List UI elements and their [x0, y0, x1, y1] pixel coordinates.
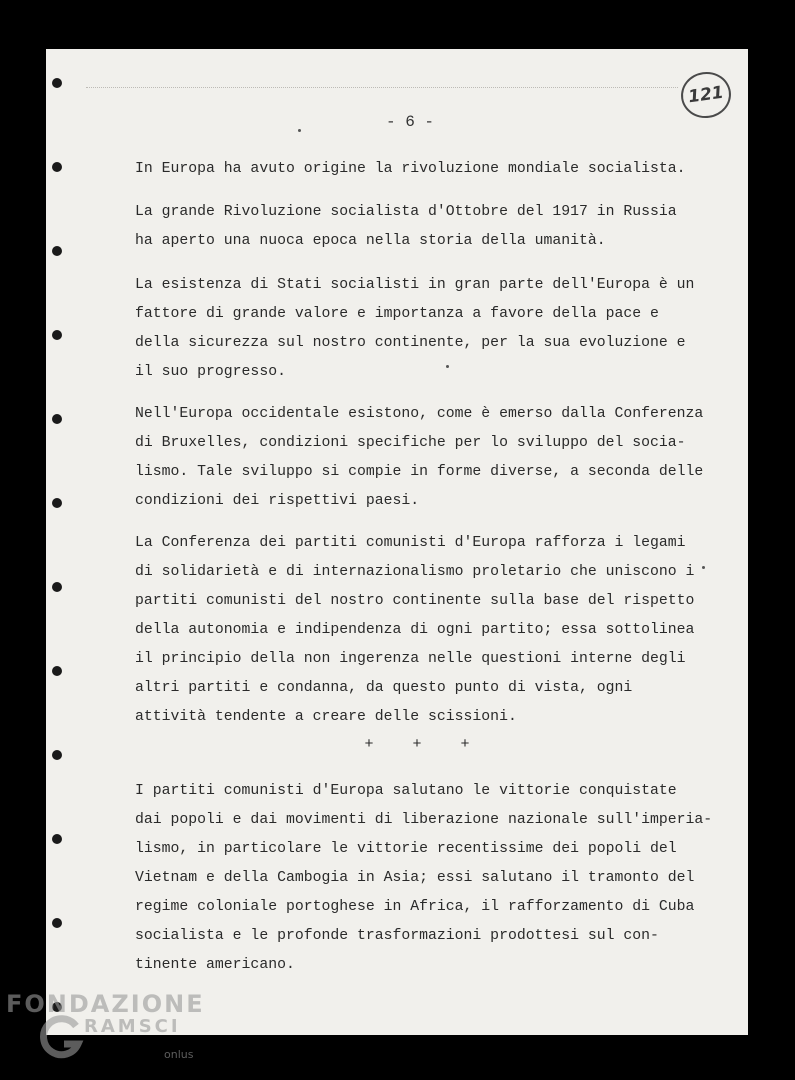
binder-hole [52, 330, 62, 340]
document-page [46, 49, 748, 1035]
paragraph-6: I partiti comunisti d'Europa salutano le vittorie conquistate dai popoli e dai movimenti di liberazione nazionale sull'imperia- lismo, in particolare le vittorie recentissime dei popoli del Vietnam e della Cambogia in Asia; essi salutano il tramonto del regime coloniale portoghese in Africa, il rafforzamento di Cuba socialista e le profonde trasformazioni prodottesi sul con- tinente americano. [135, 783, 713, 973]
paragraph-4: Nell'Europa occidentale esistono, come è emerso dalla Conferenza di Bruxelles, condizioni specifiche per lo sviluppo del socia- lismo. Tale sviluppo si compie in forme diverse, a seconda delle condizioni dei rispettivi paesi. [135, 406, 704, 509]
binder-hole [52, 582, 62, 592]
paragraph-2: La grande Rivoluzione socialista d'Ottobre del 1917 in Russia ha aperto una nuoca epoca nella storia della umanità. [135, 204, 677, 249]
watermark-line-3: onlus [164, 1048, 194, 1061]
binder-hole [52, 498, 62, 508]
paper-speck [446, 365, 449, 368]
watermark-line-2: RAMSCI [84, 1016, 181, 1037]
archive-stamp: 121 [678, 69, 734, 122]
paper-speck [702, 566, 705, 569]
binder-hole [52, 246, 62, 256]
watermark-g-logo [36, 1012, 86, 1062]
separator-mark: + [460, 736, 470, 753]
binder-hole [52, 162, 62, 172]
binder-hole [52, 78, 62, 88]
separator-mark: + [412, 736, 422, 753]
paragraph-5: La Conferenza dei partiti comunisti d'Europa rafforza i legami di solidarietà e di internazionalismo proletario che uniscono i partiti comunisti del nostro continente sulla base del rispetto della autonomia e indipendenza di ogni partito; essa sottolinea il principio della non ingerenza nelle questioni interne degli altri partiti e condanna, da questo punto di vista, ogni attività tendente a creare delle scissioni. [135, 535, 695, 725]
binder-hole [52, 834, 62, 844]
binder-hole [52, 918, 62, 928]
binder-hole [52, 414, 62, 424]
binder-hole [52, 750, 62, 760]
page-number: - 6 - [385, 113, 434, 131]
paragraph-1: In Europa ha avuto origine la rivoluzione mondiale socialista. [135, 161, 686, 177]
paper-speck [298, 129, 301, 132]
separator-mark: + [364, 736, 374, 753]
foundation-watermark [6, 990, 205, 1061]
watermark-line-1: FONDAZIONE [6, 990, 205, 1018]
section-separator [46, 736, 748, 753]
top-dotted-line [86, 87, 678, 88]
binder-hole [52, 666, 62, 676]
paragraph-3: La esistenza di Stati socialisti in gran parte dell'Europa è un fattore di grande valore e importanza a favore della pace e della sicurezza sul nostro continente, per la sua evoluzione e il suo progresso. [135, 277, 695, 380]
